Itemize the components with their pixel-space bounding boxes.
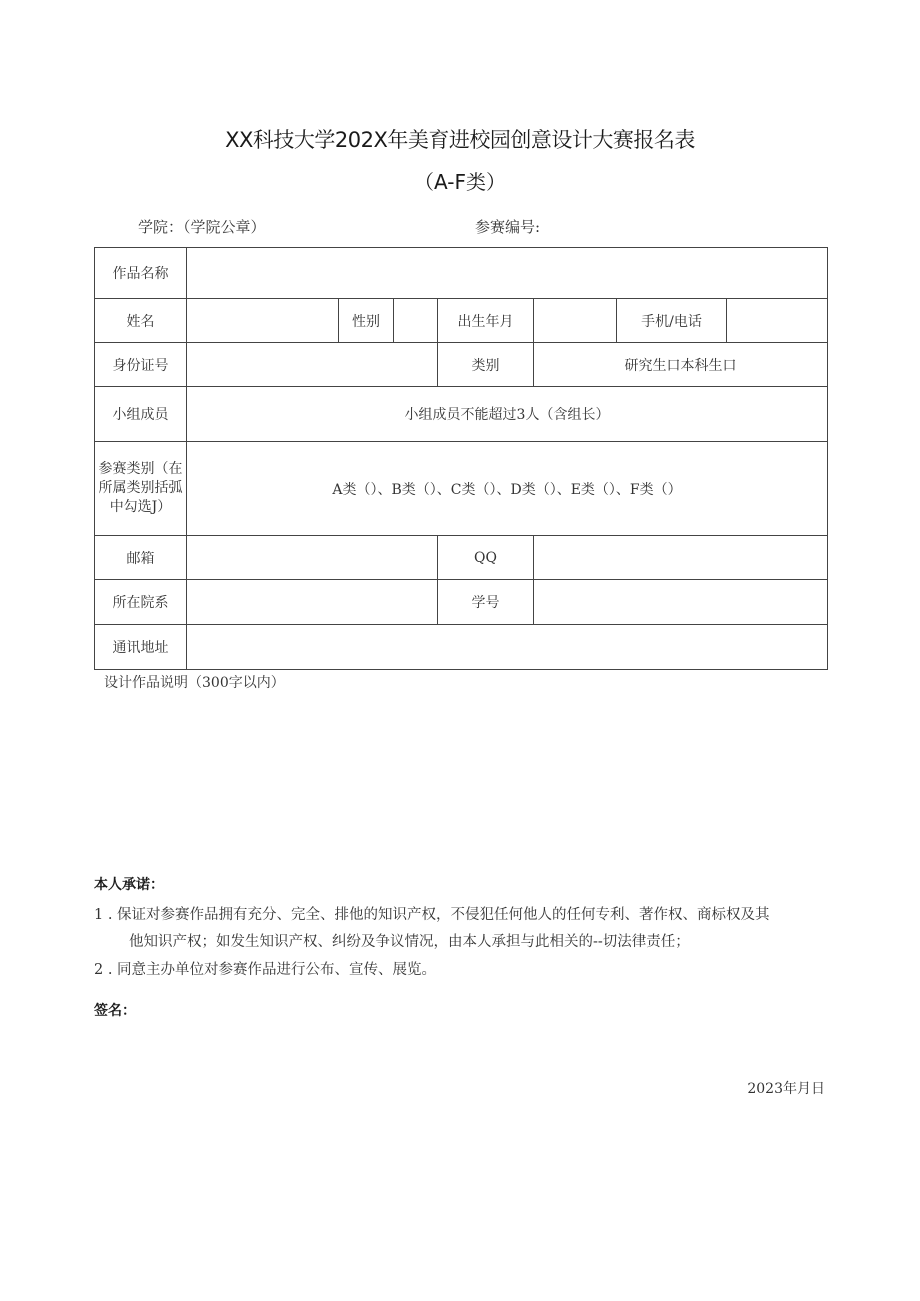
form-title: XX科技大学202X年美育进校园创意设计大赛报名表 <box>225 128 695 152</box>
category-options[interactable]: A类（）、B类（）、C类（）、D类（）、E类（）、F类（） <box>187 442 828 536</box>
work-name-field[interactable] <box>187 248 828 299</box>
pledge-item-1: 1 . 保证对参赛作品拥有充分、完全、排他的知识产权，不侵犯任何他人的任何专利、著作权、商标权及其 <box>94 907 770 923</box>
date-text: 2023年月日 <box>747 1081 825 1097</box>
description-note: 设计作品说明（300字以内） <box>104 675 285 691</box>
members-field[interactable]: 小组成员不能超过3人（含组长） <box>187 387 828 442</box>
work-name-label: 作品名称 <box>95 248 187 299</box>
id-number-field[interactable] <box>187 343 438 387</box>
birth-label: 出生年月 <box>438 299 534 343</box>
signature-label: 签名： <box>94 1003 136 1019</box>
student-number-field[interactable] <box>534 580 828 625</box>
id-number-label: 身份证号 <box>95 343 187 387</box>
qq-label: QQ <box>438 536 534 580</box>
pledge-item-1-continued: 他知识产权；如发生知识产权、纠纷及争议情况，由本人承担与此相关的--切法律责任； <box>129 934 690 950</box>
registration-table <box>94 247 828 670</box>
name-label: 姓名 <box>95 299 187 343</box>
pledge-heading: 本人承诺： <box>94 877 164 893</box>
gender-label: 性别 <box>339 299 394 343</box>
address-field[interactable] <box>187 625 828 670</box>
address-label: 通讯地址 <box>95 625 187 670</box>
type-options[interactable]: 研究生口本科生口 <box>534 343 828 387</box>
form-subtitle: （A-F类） <box>414 170 506 194</box>
phone-label: 手机/电话 <box>617 299 727 343</box>
name-field[interactable] <box>187 299 339 343</box>
phone-field[interactable] <box>727 299 828 343</box>
entry-number-label: 参赛编号: <box>475 218 541 236</box>
pledge-item-2: 2 . 同意主办单位对参赛作品进行公布、宣传、展览。 <box>94 962 437 978</box>
birth-field[interactable] <box>534 299 617 343</box>
college-label: 学院：（学院公章） <box>138 218 266 236</box>
email-field[interactable] <box>187 536 438 580</box>
type-label: 类别 <box>438 343 534 387</box>
student-number-label: 学号 <box>438 580 534 625</box>
gender-field[interactable] <box>394 299 438 343</box>
members-label: 小组成员 <box>95 387 187 442</box>
qq-field[interactable] <box>534 536 828 580</box>
category-label: 参赛类别（在所属类别括弧中勾选J） <box>95 442 187 536</box>
email-label: 邮箱 <box>95 536 187 580</box>
department-field[interactable] <box>187 580 438 625</box>
department-label: 所在院系 <box>95 580 187 625</box>
